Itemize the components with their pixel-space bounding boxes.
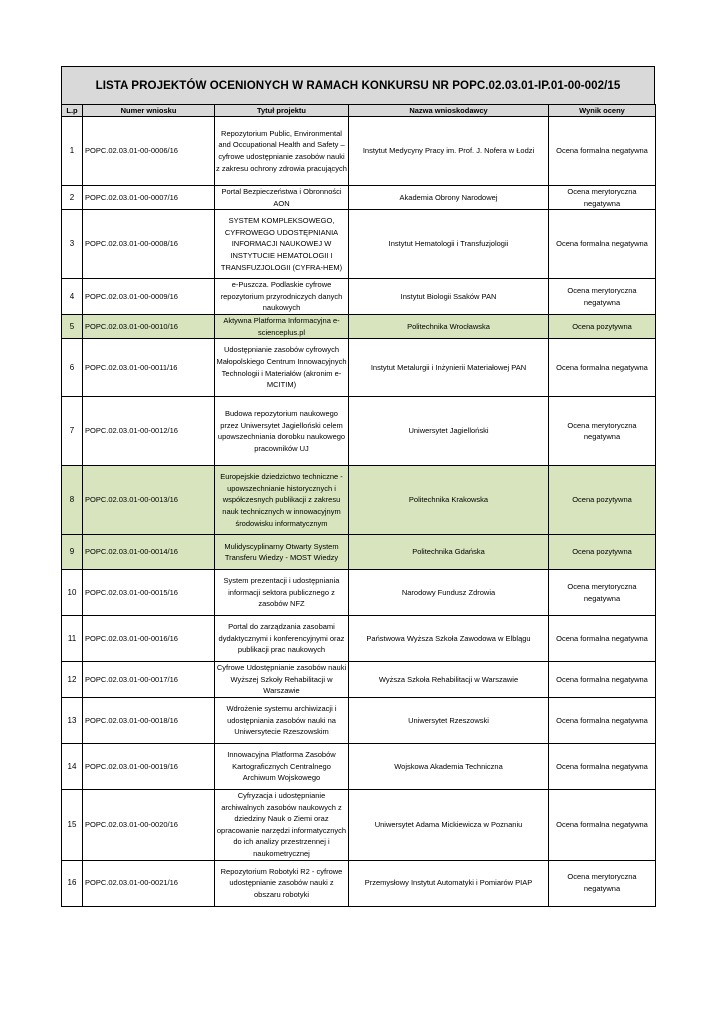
page-title: LISTA PROJEKTÓW OCENIONYCH W RAMACH KONKURSU NR POPC.02.03.01-IP.01-00-002/15 [95,79,621,92]
table-row [62,662,656,698]
table-row [62,743,656,789]
cell-tytul: Europejskie dziedzictwo techniczne - upowszechnianie historycznych i współczesnych publikacji z zakresu nauk technicznych w innowacyjnym środowisku informatycznym [215,466,349,535]
cell-wnioskodawca: Wojskowa Akademia Techniczna [349,743,549,789]
cell-wynik: Ocena formalna negatywna [549,743,656,789]
cell-numer: POPC.02.03.01-00-0009/16 [83,279,215,315]
cell-wynik: Ocena formalna negatywna [549,697,656,743]
cell-tytul: Wdrożenie systemu archiwizacji i udostępniania zasobów nauki na Uniwersytecie Rzeszowskim [215,697,349,743]
cell-tytul: SYSTEM KOMPLEKSOWEGO, CYFROWEGO UDOSTĘPNIANIA INFORMACJI NAUKOWEJ W INSTYTUCIE HEMATOLOGII I TRANSFUZJOLOGII (CYFRA-HEM) [215,210,349,279]
projects-table [61,104,656,907]
column-header-numer: Numer wniosku [83,105,215,117]
cell-wnioskodawca: Państwowa Wyższa Szkoła Zawodowa w Elblągu [349,616,549,662]
table-row [62,397,656,466]
cell-numer: POPC.02.03.01-00-0007/16 [83,186,215,210]
table-row [62,466,656,535]
cell-wnioskodawca: Przemysłowy Instytut Automatyki i Pomiarów PIAP [349,860,549,906]
column-header-wnioskodawca: Nazwa wnioskodawcy [349,105,549,117]
cell-numer: POPC.02.03.01-00-0020/16 [83,789,215,860]
cell-wynik: Ocena formalna negatywna [549,662,656,698]
cell-tytul: Aktywna Platforma Informacyjna e-scienceplus.pl [215,314,349,338]
title-banner [61,66,655,104]
cell-wynik: Ocena formalna negatywna [549,789,656,860]
cell-lp: 15 [62,789,83,860]
cell-tytul: Budowa repozytorium naukowego przez Uniwersytet Jagielloński celem upowszechniania dorobku naukowego pracowników UJ [215,397,349,466]
cell-numer: POPC.02.03.01-00-0012/16 [83,397,215,466]
cell-tytul: Cyfrowe Udostępnianie zasobów nauki Wyższej Szkoły Rehabilitacji w Warszawie [215,662,349,698]
cell-wnioskodawca: Narodowy Fundusz Zdrowia [349,570,549,616]
cell-lp: 6 [62,339,83,397]
cell-lp: 5 [62,314,83,338]
cell-wynik: Ocena formalna negatywna [549,339,656,397]
cell-wnioskodawca: Instytut Metalurgii i Inżynierii Materiałowej PAN [349,339,549,397]
cell-wnioskodawca: Instytut Biologii Ssaków PAN [349,279,549,315]
cell-wynik: Ocena merytoryczna negatywna [549,279,656,315]
cell-numer: POPC.02.03.01-00-0006/16 [83,117,215,186]
cell-wnioskodawca: Instytut Hematologii i Transfuzjologii [349,210,549,279]
cell-lp: 10 [62,570,83,616]
cell-numer: POPC.02.03.01-00-0014/16 [83,535,215,570]
cell-lp: 11 [62,616,83,662]
cell-numer: POPC.02.03.01-00-0019/16 [83,743,215,789]
cell-wynik: Ocena merytoryczna negatywna [549,570,656,616]
cell-wnioskodawca: Uniwersytet Rzeszowski [349,697,549,743]
cell-tytul: System prezentacji i udostępniania informacji sektora publicznego z zasobów NFZ [215,570,349,616]
cell-lp: 13 [62,697,83,743]
cell-numer: POPC.02.03.01-00-0010/16 [83,314,215,338]
cell-lp: 14 [62,743,83,789]
cell-wynik: Ocena merytoryczna negatywna [549,397,656,466]
column-header-wynik: Wynik oceny [549,105,656,117]
cell-wnioskodawca: Uniwersytet Jagielloński [349,397,549,466]
cell-wynik: Ocena formalna negatywna [549,210,656,279]
table-row [62,697,656,743]
cell-numer: POPC.02.03.01-00-0021/16 [83,860,215,906]
cell-tytul: e-Puszcza. Podlaskie cyfrowe repozytorium przyrodniczych danych naukowych [215,279,349,315]
cell-lp: 7 [62,397,83,466]
cell-tytul: Portal Bezpieczeństwa i Obronności AON [215,186,349,210]
cell-lp: 4 [62,279,83,315]
table-row [62,616,656,662]
table-row [62,570,656,616]
cell-numer: POPC.02.03.01-00-0018/16 [83,697,215,743]
cell-lp: 12 [62,662,83,698]
cell-tytul: Repozytorium Public, Environmental and Occupational Health and Safety – cyfrowe udostępnianie zasobów nauki z zakresu ochrony zdrowia pracujących [215,117,349,186]
cell-lp: 9 [62,535,83,570]
cell-wnioskodawca: Politechnika Gdańska [349,535,549,570]
cell-numer: POPC.02.03.01-00-0013/16 [83,466,215,535]
column-header-tytul: Tytuł projektu [215,105,349,117]
table-row [62,210,656,279]
table-row [62,186,656,210]
table-row [62,339,656,397]
cell-tytul: Innowacyjna Platforma Zasobów Kartograficznych Centralnego Archiwum Wojskowego [215,743,349,789]
cell-wynik: Ocena pozytywna [549,314,656,338]
cell-wynik: Ocena merytoryczna negatywna [549,186,656,210]
cell-numer: POPC.02.03.01-00-0016/16 [83,616,215,662]
projects-sheet [61,66,655,907]
cell-lp: 3 [62,210,83,279]
cell-wnioskodawca: Politechnika Wrocławska [349,314,549,338]
cell-lp: 1 [62,117,83,186]
cell-wnioskodawca: Uniwersytet Adama Mickiewicza w Poznaniu [349,789,549,860]
cell-numer: POPC.02.03.01-00-0011/16 [83,339,215,397]
cell-tytul: Mulidyscyplinarny Otwarty System Transferu Wiedzy - MOST Wiedzy [215,535,349,570]
cell-lp: 16 [62,860,83,906]
column-header-lp: L.p [62,105,83,117]
table-row [62,789,656,860]
cell-lp: 2 [62,186,83,210]
cell-tytul: Udostępnianie zasobów cyfrowych Małopolskiego Centrum Innowacyjnych Technologii i Materiałów (akronim e-MCITIM) [215,339,349,397]
cell-numer: POPC.02.03.01-00-0015/16 [83,570,215,616]
table-row [62,314,656,338]
table-row [62,117,656,186]
cell-wnioskodawca: Instytut Medycyny Pracy im. Prof. J. Nofera w Łodzi [349,117,549,186]
table-row [62,535,656,570]
cell-wynik: Ocena pozytywna [549,535,656,570]
cell-wynik: Ocena pozytywna [549,466,656,535]
cell-wnioskodawca: Politechnika Krakowska [349,466,549,535]
table-header-row [62,105,656,117]
cell-numer: POPC.02.03.01-00-0008/16 [83,210,215,279]
table-row [62,860,656,906]
cell-wynik: Ocena merytoryczna negatywna [549,860,656,906]
cell-wynik: Ocena formalna negatywna [549,616,656,662]
cell-tytul: Cyfryzacja i udostępnianie archiwalnych zasobów naukowych z dziedziny Nauk o Ziemi oraz opracowanie narzędzi informatycznych do ich analizy przestrzennej i naukometrycznej [215,789,349,860]
table-row [62,279,656,315]
cell-lp: 8 [62,466,83,535]
cell-numer: POPC.02.03.01-00-0017/16 [83,662,215,698]
cell-wnioskodawca: Akademia Obrony Narodowej [349,186,549,210]
cell-tytul: Repozytorium Robotyki R2 - cyfrowe udostępnianie zasobów nauki z obszaru robotyki [215,860,349,906]
cell-wnioskodawca: Wyższa Szkoła Rehabilitacji w Warszawie [349,662,549,698]
cell-wynik: Ocena formalna negatywna [549,117,656,186]
cell-tytul: Portal do zarządzania zasobami dydaktycznymi i konferencyjnymi oraz publikacji prac naukowych [215,616,349,662]
